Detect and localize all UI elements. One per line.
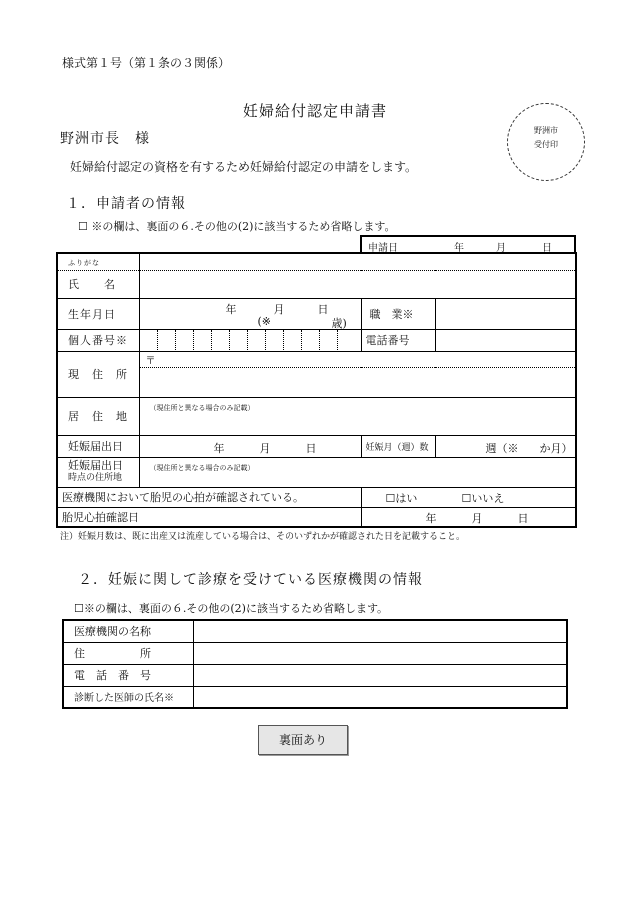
weeks-label: 週（※ — [485, 441, 519, 455]
back-side-button[interactable]: 裏面あり — [258, 725, 348, 755]
notice-address-label: 妊娠届出日 時点の住所地 — [57, 457, 139, 487]
institution-phone-field[interactable] — [193, 664, 567, 686]
hb-year: 年 — [425, 511, 437, 525]
heartbeat-date-field[interactable] — [361, 507, 576, 527]
app-day-label: 日 — [542, 243, 552, 254]
pn-day: 日 — [305, 441, 317, 455]
reception-stamp — [507, 103, 585, 181]
heartbeat-question: 医療機関において胎児の心拍が確認されている。 — [57, 487, 361, 507]
furigana-field[interactable] — [139, 253, 576, 270]
name-field[interactable] — [139, 270, 576, 298]
form-number: 様式第１号（第１条の３関係） — [62, 56, 231, 70]
heartbeat-yes-checkbox[interactable]: ☐はい — [385, 491, 418, 505]
intro-text: 妊婦給付認定の資格を有するため妊婦給付認定の申請をします。 — [70, 160, 418, 174]
age-open: (※ — [257, 314, 272, 328]
pregnancy-notice-label: 妊娠届出日 — [57, 435, 139, 457]
stamp-line1: 野洲市 — [534, 126, 558, 135]
section2-omit-checkbox[interactable]: ☐※の欄は、裏面の６.その他の(2)に該当するため省略します。 — [74, 602, 389, 615]
pn-month: 月 — [259, 441, 271, 455]
age-close: 歳) — [331, 316, 347, 330]
phone-label: 電話番号 — [361, 329, 435, 351]
birth-year: 年 — [225, 302, 237, 316]
residence-label: 居 住 地 — [57, 397, 139, 435]
addressee: 野洲市長 様 — [60, 131, 150, 147]
section2-heading: ２．妊娠に関して診療を受けている医療機関の情報 — [78, 572, 423, 588]
pregnancy-notice-date-field[interactable] — [139, 435, 361, 457]
app-year-label: 年 — [454, 243, 464, 254]
applicant-table — [56, 252, 577, 528]
heartbeat-no-checkbox[interactable]: ☐いいえ — [461, 491, 505, 505]
birth-month: 月 — [273, 302, 285, 316]
stamp-line2: 受付印 — [534, 140, 558, 149]
institution-phone-label: 電 話 番 号 — [63, 664, 193, 686]
postal-code-field[interactable] — [139, 351, 576, 367]
institution-address-field[interactable] — [193, 642, 567, 664]
institution-name-label: 医療機関の名称 — [63, 620, 193, 642]
postal-mark: 〒 — [145, 355, 156, 367]
doctor-name-field[interactable] — [193, 686, 567, 708]
pregnancy-months-label: 妊娠月（週）数 — [361, 435, 435, 457]
application-date-label: 申請日 — [368, 243, 398, 254]
section1-heading: １．申請者の情報 — [66, 196, 186, 212]
doctor-name-label: 診断した医師の氏名※ — [63, 686, 193, 708]
personal-number-label: 個人番号※ — [57, 329, 139, 351]
furigana-label: ふりがな — [57, 253, 139, 270]
birthdate-field[interactable] — [139, 298, 361, 329]
form-title: 妊婦給付認定申請書 — [242, 102, 387, 120]
institution-address-label: 住 所 — [63, 642, 193, 664]
notice-address-field[interactable] — [139, 457, 576, 487]
hb-day: 日 — [517, 511, 529, 525]
medical-institution-table — [62, 619, 568, 709]
notice-address-note: （現住所と異なる場合のみ記載） — [149, 463, 255, 472]
personal-number-field[interactable] — [139, 329, 361, 351]
name-label: 氏 名 — [57, 270, 139, 298]
current-address-label: 現 住 所 — [57, 351, 139, 397]
months-label: か月） — [539, 441, 573, 455]
occupation-label: 職 業※ — [361, 298, 435, 329]
hb-month: 月 — [471, 511, 483, 525]
birth-day: 日 — [317, 302, 329, 316]
section1-footnote: 注）妊娠月数は、既に出産又は流産している場合は、そのいずれかが確認された日を記載すること。 — [60, 532, 466, 542]
application-date-box — [360, 235, 576, 253]
residence-note: （現住所と異なる場合のみ記載） — [149, 403, 255, 412]
pregnancy-weeks-field[interactable] — [435, 435, 576, 457]
app-month-label: 月 — [496, 243, 506, 254]
residence-field[interactable] — [139, 397, 576, 435]
section1-omit-checkbox[interactable]: ☐ ※の欄は、裏面の６.その他の(2)に該当するため省略します。 — [78, 220, 396, 233]
heartbeat-date-label: 胎児心拍確認日 — [57, 507, 361, 527]
heartbeat-options — [361, 487, 576, 507]
pn-year: 年 — [213, 441, 225, 455]
occupation-field[interactable] — [435, 298, 576, 329]
institution-name-field[interactable] — [193, 620, 567, 642]
birthdate-label: 生年月日 — [57, 298, 139, 329]
phone-field[interactable] — [435, 329, 576, 351]
current-address-field[interactable] — [139, 367, 576, 397]
